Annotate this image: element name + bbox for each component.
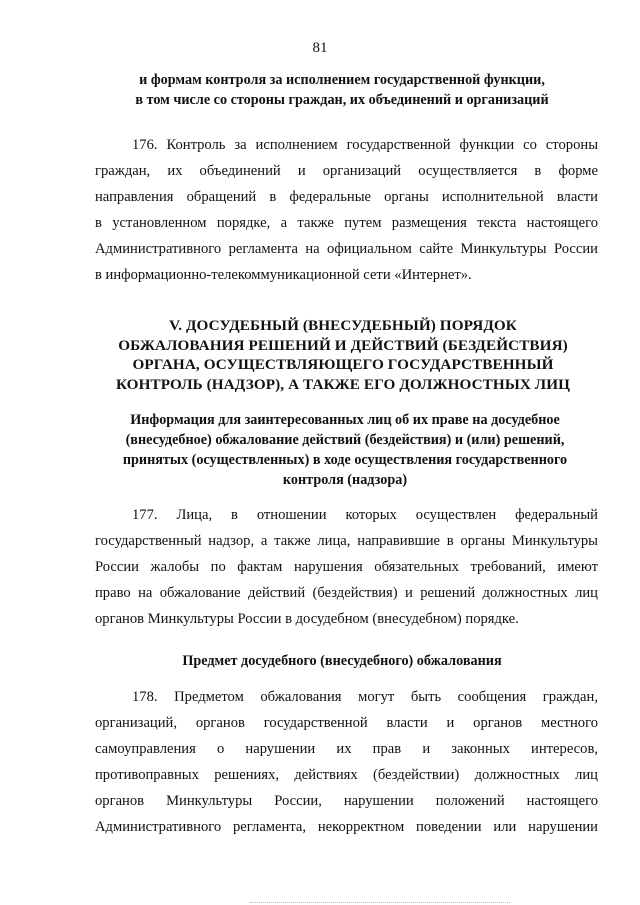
section-title bbox=[88, 316, 598, 394]
section-title-line: ОБЖАЛОВАНИЯ РЕШЕНИЙ И ДЕЙСТВИЙ (БЕЗДЕЙСТВИЯ) bbox=[118, 336, 568, 354]
text-line: 178. Предметом обжалования могут быть сообщения граждан, bbox=[132, 689, 598, 705]
subtitle-subject: Предмет досудебного (внесудебного) обжалования bbox=[182, 653, 502, 669]
subtitle-information bbox=[100, 410, 590, 490]
text-line: органов Минкультуры России в досудебном (внесудебном) порядке. bbox=[95, 611, 519, 627]
text-line: Административного регламента, некорректном поведении или нарушении bbox=[95, 819, 598, 835]
text-line: 176. Контроль за исполнением государственной функции со стороны bbox=[132, 137, 598, 153]
text-line: организаций, органов государственной власти и органов местного bbox=[95, 715, 598, 731]
subtitle-line: (внесудебное) обжалование действий (бездействия) и (или) решений, bbox=[125, 432, 565, 448]
text-line: органов Минкультуры России, нарушении положений настоящего bbox=[95, 793, 598, 809]
text-line: в установленном порядке, а также путем размещения текста настоящего bbox=[95, 215, 598, 231]
text-line: в информационно-телекоммуникационной сети «Интернет». bbox=[95, 267, 472, 283]
page-number: 81 bbox=[312, 40, 328, 56]
section-title-line: V. ДОСУДЕБНЫЙ (ВНЕСУДЕБНЫЙ) ПОРЯДОК bbox=[169, 317, 517, 334]
heading-line: в том числе со стороны граждан, их объединений и организаций bbox=[135, 92, 549, 108]
heading-line: и формам контроля за исполнением государственной функции, bbox=[139, 72, 545, 88]
text-line: 177. Лица, в отношении которых осуществлен федеральный bbox=[132, 507, 598, 523]
section-title-line: ОРГАНА, ОСУЩЕСТВЛЯЮЩЕГО ГОСУДАРСТВЕННЫЙ bbox=[132, 356, 554, 373]
text-line: государственный надзор, а также лица, направившие в органы Минкультуры bbox=[95, 533, 598, 549]
text-line: граждан, их объединений и организаций осуществляется в форме bbox=[95, 163, 598, 179]
heading-control-forms bbox=[92, 70, 592, 110]
text-line: России жалобы по фактам нарушения обязательных требований, имеют bbox=[95, 559, 598, 575]
text-line: направления обращений в федеральные органы исполнительной власти bbox=[95, 189, 598, 205]
text-line: противоправных решениях, действиях (бездействии) должностных лиц bbox=[95, 767, 598, 783]
section-title-line: КОНТРОЛЬ (НАДЗОР), А ТАКЖЕ ЕГО ДОЛЖНОСТНЫХ ЛИЦ bbox=[115, 375, 571, 393]
text-line: самоуправления о нарушении их прав и законных интересов, bbox=[95, 741, 598, 757]
subtitle-line: принятых (осуществленных) в ходе осуществления государственного bbox=[122, 452, 568, 468]
text-line: Административного регламента на официальном сайте Минкультуры России bbox=[95, 241, 598, 257]
subtitle-line: контроля (надзора) bbox=[282, 472, 408, 488]
subtitle-line: Информация для заинтересованных лиц об их праве на досудебное bbox=[130, 412, 560, 428]
text-line: право на обжалование действий (бездействия) и решений должностных лиц bbox=[95, 585, 598, 601]
